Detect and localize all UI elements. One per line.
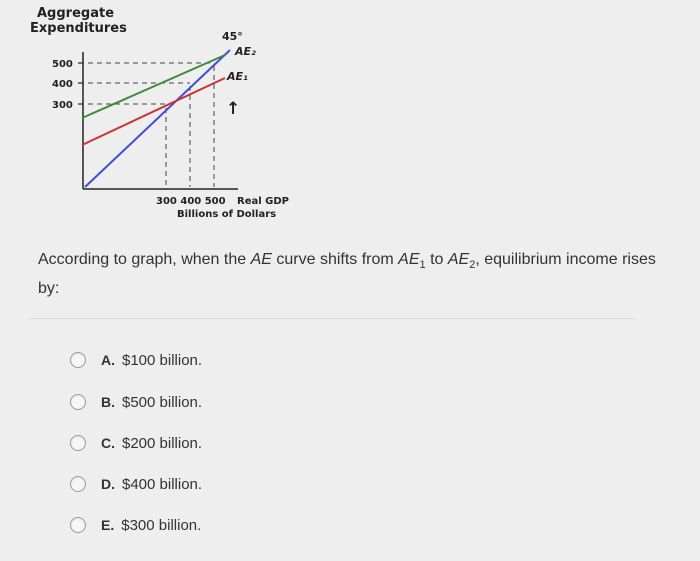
question-ae1-sub: 1 <box>419 259 426 272</box>
option-d[interactable] <box>70 473 202 495</box>
option-e[interactable] <box>70 514 201 536</box>
x-axis-sublabel: Billions of Dollars <box>177 209 277 220</box>
option-letter: C. <box>101 435 115 451</box>
y-axis-title-line2: Expenditures <box>30 21 127 36</box>
radio-button[interactable] <box>70 435 86 451</box>
radio-button[interactable] <box>70 394 86 410</box>
ae1-label: AE₁ <box>227 70 248 83</box>
question-part3: to <box>425 251 448 268</box>
y-tick-300: 300 <box>52 100 73 111</box>
question-part4: , equilibrium income rises by: <box>38 251 656 298</box>
question-ae2: AE <box>447 251 470 268</box>
y-tick-400: 400 <box>52 79 73 90</box>
radio-button[interactable] <box>70 352 86 368</box>
ae-graph <box>0 0 700 235</box>
line-45-degree <box>85 50 230 187</box>
y-tick-500: 500 <box>52 59 73 70</box>
divider <box>30 318 634 319</box>
radio-button[interactable] <box>70 476 86 492</box>
ae1-curve <box>82 78 225 145</box>
line-45-label: 45° <box>222 30 243 43</box>
option-text: $100 billion. <box>122 351 203 369</box>
question-part1: According to graph, when the <box>38 251 251 268</box>
ae2-label: AE₂ <box>235 45 256 58</box>
option-text: $400 billion. <box>122 475 203 493</box>
option-letter: B. <box>101 394 115 410</box>
x-ticks: 300 400 500 <box>156 196 226 207</box>
option-text: $300 billion. <box>121 516 202 534</box>
option-letter: E. <box>101 517 115 533</box>
question-ae: AE <box>250 251 272 268</box>
option-text: $200 billion. <box>122 434 203 452</box>
shift-arrow-icon: ↑ <box>226 99 241 119</box>
y-axis-title-line1: Aggregate <box>37 6 115 21</box>
option-letter: D. <box>101 476 115 492</box>
question-ae1: AE <box>398 251 420 268</box>
question-ae2-sub: 2 <box>469 259 476 272</box>
question-text <box>38 248 658 300</box>
option-b[interactable] <box>70 391 202 413</box>
x-axis-label: Real GDP <box>237 196 289 207</box>
radio-button[interactable] <box>70 517 86 533</box>
option-a[interactable] <box>70 349 202 371</box>
question-part2: curve shifts from <box>271 251 399 268</box>
option-c[interactable] <box>70 432 202 454</box>
ae2-curve <box>82 55 225 118</box>
option-letter: A. <box>101 352 115 368</box>
option-text: $500 billion. <box>122 393 203 411</box>
